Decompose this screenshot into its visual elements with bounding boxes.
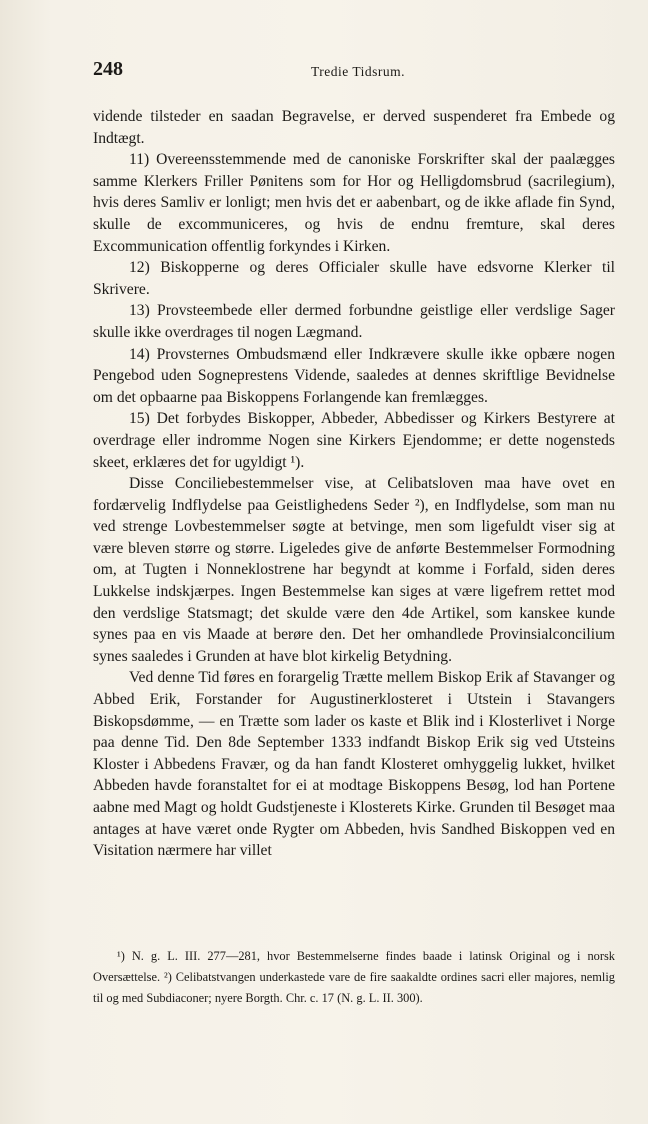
paragraph-commentary: Disse Conciliebestemmelser vise, at Celibatsloven maa have ovet en fordærvelig Indflydelse paa Geistlighedens Seder ²), en Indflydelse, som man nu ved strenge Lovbestemmelser søgte at betvinge, men som ligefuldt viser sig at være bleven større og større. Ligeledes give de anførte Bestemmelser Formodning om, at Tugten i Nonneklostrene har begyndt at komme i Forfald, siden deres Lukkelse indskjærpes. Ingen Bestemmelse kan siges at være ligefrem rettet mod den verdslige Statsmagt; det skulde være den 4de Artikel, som kanskee kunde synes paa en vis Maade at berøre den. Det her omhandlede Provinsialconcilium synes saaledes i Grunden at have blot kirkelig Betydning. xyxy=(93,475,615,665)
body-text xyxy=(93,106,615,862)
paragraph-article-14: 14) Provsternes Ombudsmænd eller Indkrævere skulle ikke opbære nogen Pengebod uden Sogneprestens Vidende, saaledes at dennes skriftlige Bevidnelse om det opbaarne paa Biskoppens Forlangende kan fremlægges. xyxy=(93,345,615,406)
paragraph-article-11: 11) Overeensstemmende med de canoniske Forskrifter skal der paalægges samme Klerkers Friller Pønitens som for Hor og Helligdomsbrud (sacrilegium), hvis deres Samliv er lonligt; men hvis det er aabenbart, og de ikke aflade fin Synd, skulle de excommuniceres, og hvis de endnu fremture, skal deres Excommunication offentlig forkyndes i Kirken. xyxy=(93,151,615,255)
paragraph-article-12: 12) Biskopperne og deres Officialer skulle have edsvorne Klerker til Skrivere. xyxy=(93,259,615,298)
page-number: 248 xyxy=(93,58,123,80)
paragraph-continuation: vidende tilsteder en saadan Begravelse, er derved suspenderet fra Embede og Indtægt. xyxy=(93,108,615,147)
running-head: Tredie Tidsrum. xyxy=(311,64,406,79)
footnotes xyxy=(93,946,615,1009)
paragraph-article-15: 15) Det forbydes Biskopper, Abbeder, Abbedisser og Kirkers Bestyrere at overdrage eller indromme Nogen sine Kirkers Ejendomme; er dette nogensteds skeet, erklæres det for ugyldigt ¹). xyxy=(93,410,615,471)
paragraph-utstein-dispute: Ved denne Tid føres en forargelig Trætte mellem Biskop Erik af Stavanger og Abbed Erik, Forstander for Augustinerklosteret i Utstein i Stavangers Biskopsdømme, — en Trætte som lader os kaste et Blik ind i Klosterlivet i Norge paa denne Tid. Den 8de September 1333 indfandt Biskop Erik sig ved Utsteins Kloster i Abbedens Fravær, og da han fandt Klosteret omhyggelig lukket, hvilket Abbeden havde foranstaltet for ei at modtage Biskoppens Besøg, lod han Portene aabne med Magt og holdt Gudstjeneste i Klosterets Kirke. Grunden til Besøget maa antages at have været onde Rygter om Abbeden, hvis Sandhed Biskoppen ved en Visitation nærmere har villet xyxy=(93,669,615,860)
page-header xyxy=(93,58,615,84)
footnote: ¹) N. g. L. III. 277—281, hvor Bestemmelserne findes baade i latinsk Original og i norsk Oversættelse. ²) Celibatstvangen underkastede vare de fire saakaldte ordines sacri eller majores, nemlig til og med Subdiaconer; nyere Borgth. Chr. c. 17 (N. g. L. II. 300). xyxy=(93,949,615,1005)
paragraph-article-13: 13) Provsteembede eller dermed forbundne geistlige eller verdslige Sager skulle ikke overdrages til nogen Lægmand. xyxy=(93,302,615,341)
